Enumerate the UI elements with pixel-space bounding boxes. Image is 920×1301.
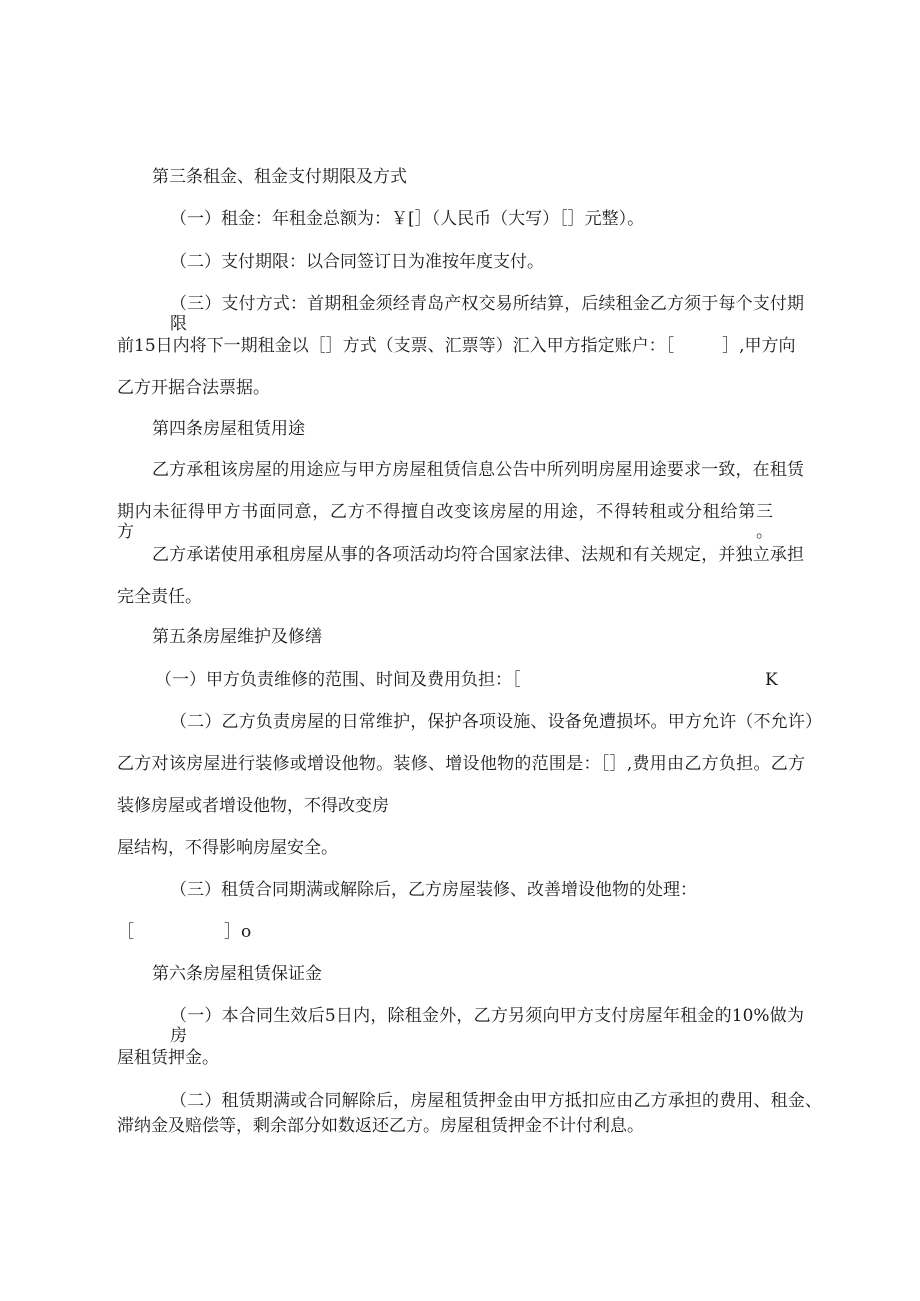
article-3-item-3-line-2-text: 前15日内将下一期租金以［］方式（支票、汇票等）汇入甲方指定账户：［ — [117, 336, 675, 356]
article-3-item-3-line-2 — [117, 336, 796, 356]
article-5-item-2-line-1: （二）乙方负责房屋的日常维护，保护各项设施、设备免遭损坏。甲方允许（不允许） — [170, 712, 822, 732]
article-5-item-3-line-2 — [117, 922, 251, 942]
article-5-item-1: （一）甲方负责维修的范围、时间及费用负担：［ — [155, 670, 521, 690]
article-6-heading: 第六条房屋租赁保证金 — [152, 964, 322, 984]
article-3-heading: 第三条租金、租金支付期限及方式 — [152, 167, 407, 187]
article-4-para-1-line-2: 期内未征得甲方书面同意，乙方不得擅自改变该房屋的用途，不得转租或分租给第三方。 — [117, 502, 773, 542]
article-3-item-1: （一）租金：年租金总额为：￥[］（人民币（大写）［］元整）。 — [170, 209, 645, 229]
article-3-item-3-line-3: 乙方开据合法票据。 — [117, 378, 270, 398]
article-6-item-1-line-1: （一）本合同生效后5日内，除租金外，乙方另须向甲方支付房屋年租金的10%做为房 — [170, 1006, 804, 1046]
article-4-heading: 第四条房屋租赁用途 — [152, 419, 305, 439]
article-6-item-2-line-2: 滞纳金及赔偿等，剩余部分如数返还乙方。房屋租赁押金不计付利息。 — [117, 1116, 644, 1136]
article-5-item-2-line-4: 屋结构，不得影响房屋安全。 — [117, 838, 338, 858]
bracket-open: ［ — [117, 922, 134, 942]
article-5-item-1-mark: K — [765, 670, 778, 690]
article-4-para-1-line-1: 乙方承租该房屋的用途应与甲方房屋租赁信息公告中所列明房屋用途要求一致，在租赁 — [152, 460, 804, 480]
article-5-item-2-line-2: 乙方对该房屋进行装修或增设他物。装修、增设他物的范围是：［］,费用由乙方负担。乙方 — [117, 754, 805, 774]
article-5-item-3-line-1: （三）租赁合同期满或解除后，乙方房屋装修、改善增设他物的处理： — [170, 880, 697, 900]
article-3-item-3-line-1: （三）支付方式：首期租金须经青岛产权交易所结算，后续租金乙方须于每个支付期限 — [170, 294, 804, 334]
article-3-item-2: （二）支付期限：以合同签订日为准按年度支付。 — [170, 252, 544, 272]
article-4-para-2-line-1: 乙方承诺使用承租房屋从事的各项活动均符合国家法律、法规和有关规定，并独立承担 — [152, 545, 804, 565]
article-6-item-2-line-1: （二）租赁期满或合同解除后，房屋租赁押金由甲方抵扣应由乙方承担的费用、租金、 — [170, 1091, 822, 1111]
bracket-close: ］o — [224, 922, 252, 942]
article-4-para-2-line-2: 完全责任。 — [117, 587, 202, 607]
article-5-item-2-line-3: 装修房屋或者增设他物，不得改变房 — [117, 796, 389, 816]
article-3-item-3-line-2-tail: ］,甲方向 — [722, 336, 796, 356]
article-6-item-1-line-2: 屋租赁押金。 — [117, 1048, 219, 1068]
article-5-heading: 第五条房屋维护及修缮 — [152, 627, 322, 647]
